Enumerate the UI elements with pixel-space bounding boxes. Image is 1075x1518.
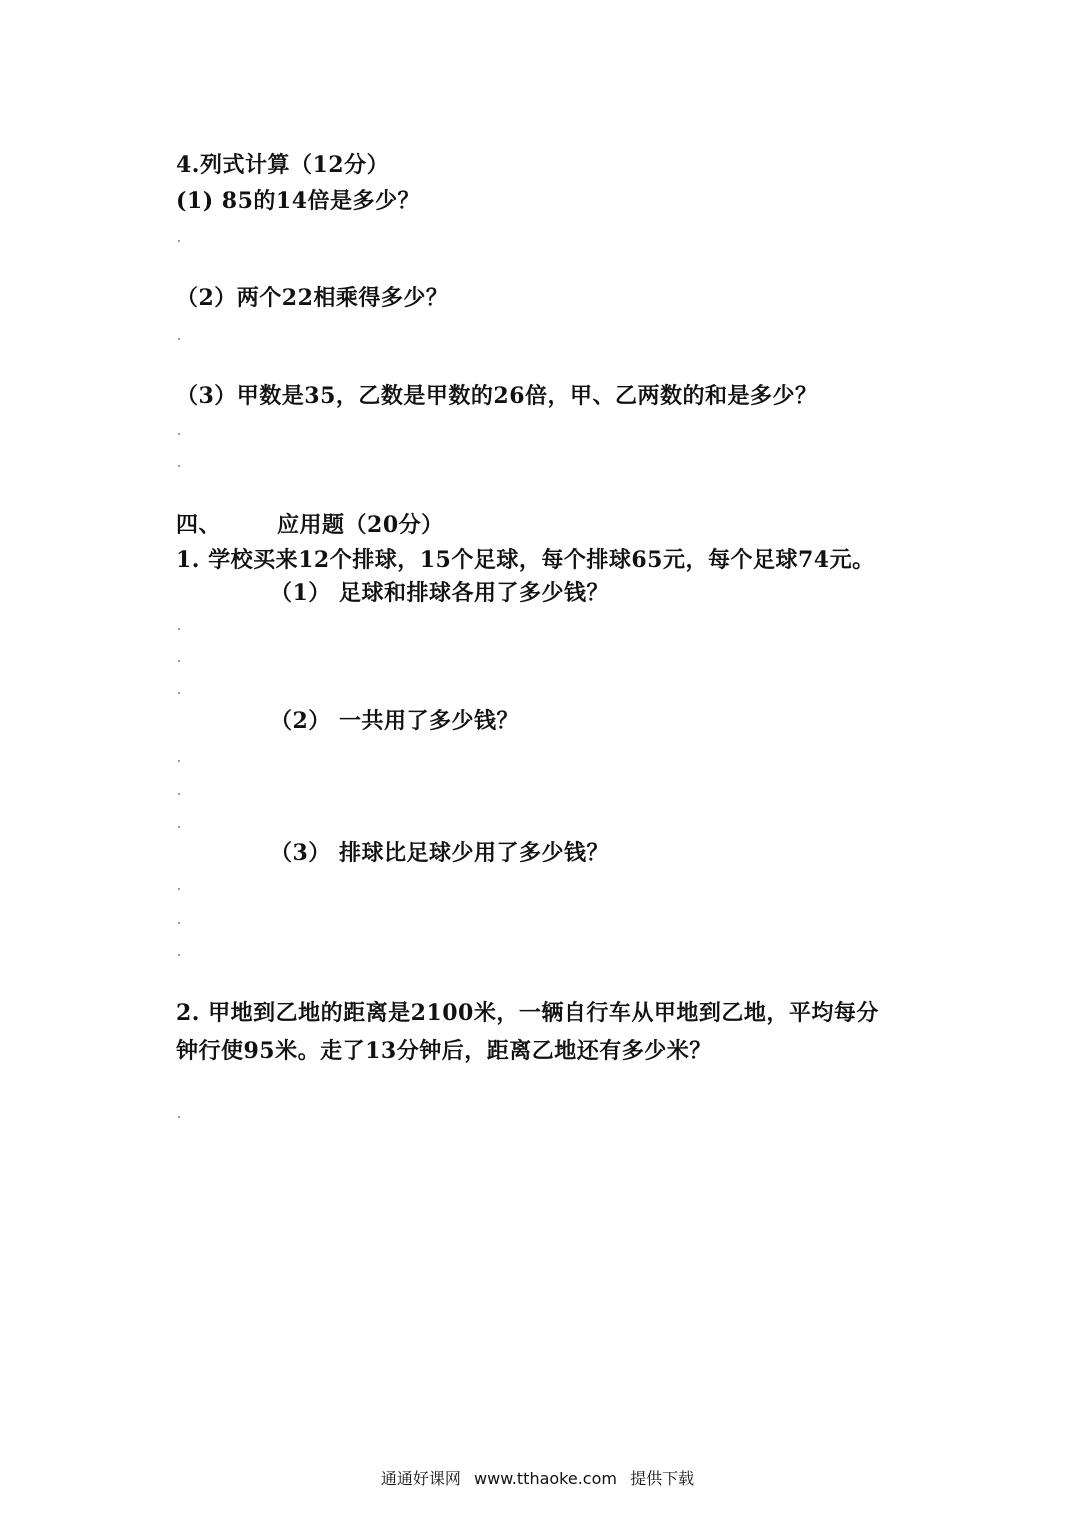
margin-dot xyxy=(178,465,180,467)
section-heading-calc: 4.列式计算（12分） xyxy=(176,152,390,178)
margin-dot xyxy=(178,888,180,890)
problem-1-sub-3: （3） 排球比足球少用了多少钱？ xyxy=(270,840,609,866)
problem-2-line-2: 钟行使95米。走了13分钟后，距离乙地还有多少米？ xyxy=(176,1038,712,1064)
footer-site-name: 通通好课网 xyxy=(380,1469,461,1488)
question-3: （3）甲数是35，乙数是甲数的26倍，甲、乙两数的和是多少？ xyxy=(176,383,818,409)
problem-1-sub-1: （1） 足球和排球各用了多少钱？ xyxy=(270,580,609,606)
footer-note: 提供下载 xyxy=(630,1469,695,1488)
margin-dot xyxy=(178,433,180,435)
section-number: 四、 xyxy=(176,512,222,538)
page-footer xyxy=(0,1468,1075,1490)
section-heading-application xyxy=(176,510,444,540)
margin-dot xyxy=(178,338,180,340)
margin-dot xyxy=(178,793,180,795)
margin-dot xyxy=(178,1116,180,1118)
margin-dot xyxy=(178,922,180,924)
section-title: 应用题（20分） xyxy=(277,512,444,538)
margin-dot xyxy=(178,660,180,662)
question-2: （2）两个22相乘得多少？ xyxy=(176,285,449,311)
margin-dot xyxy=(178,826,180,828)
problem-1-stem: 1. 学校买来12个排球，15个足球，每个排球65元，每个足球74元。 xyxy=(176,547,875,573)
margin-dot xyxy=(178,954,180,956)
question-1: (1) 85的14倍是多少？ xyxy=(176,188,421,214)
margin-dot xyxy=(178,628,180,630)
margin-dot xyxy=(178,240,180,242)
margin-dot xyxy=(178,760,180,762)
footer-url: www.tthaoke.com xyxy=(474,1469,617,1488)
problem-1-sub-2: （2） 一共用了多少钱？ xyxy=(270,708,519,734)
problem-2-line-1: 2. 甲地到乙地的距离是2100米，一辆自行车从甲地到乙地，平均每分 xyxy=(176,1000,879,1026)
margin-dot xyxy=(178,692,180,694)
